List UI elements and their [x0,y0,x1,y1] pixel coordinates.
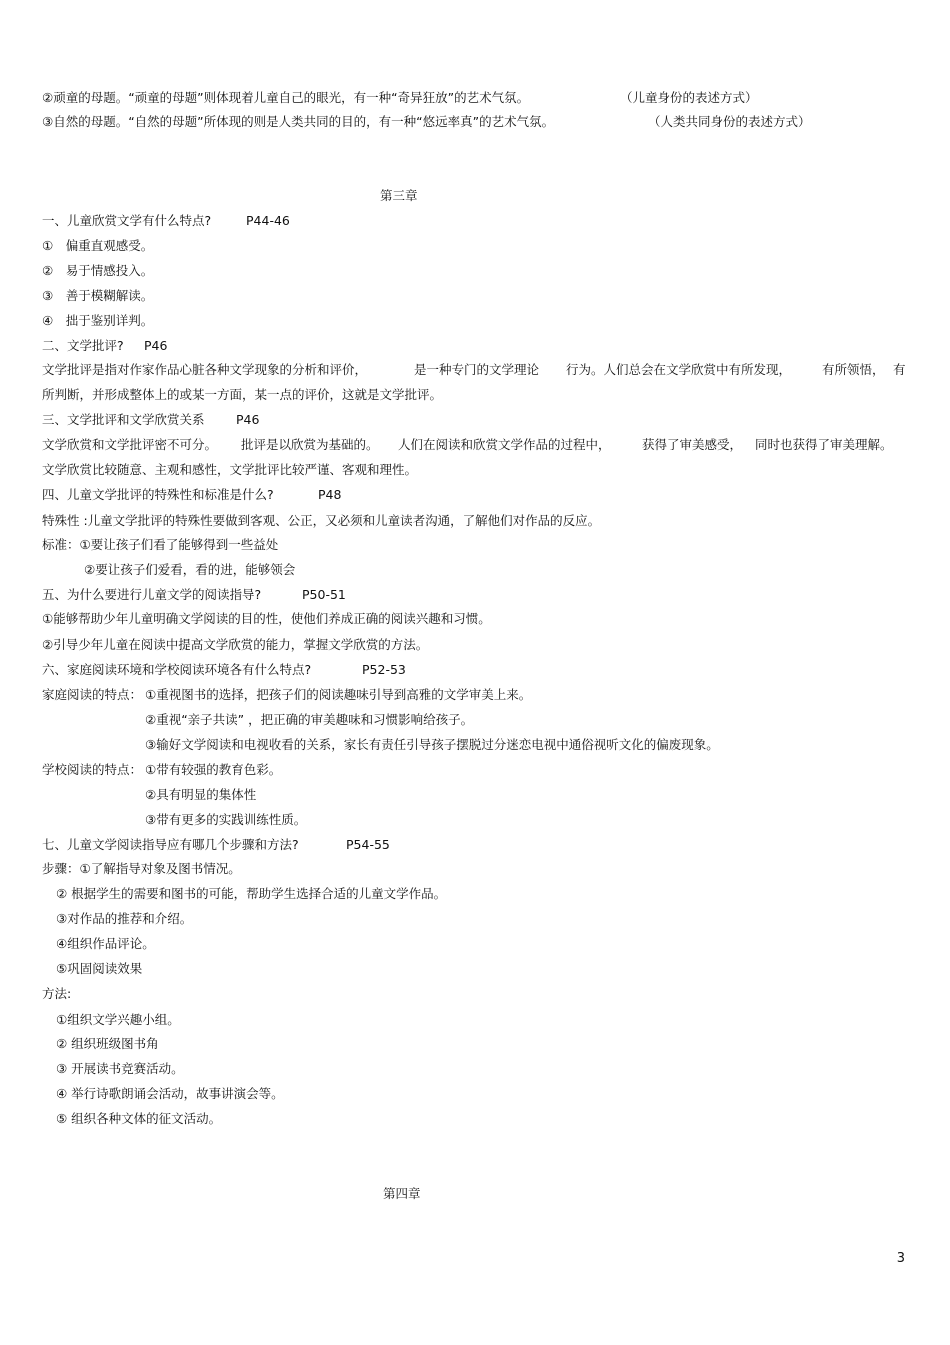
q7-step: ⑤巩固阅读效果 [56,961,143,976]
q7-page: P54-55 [346,837,390,852]
intro-line-2-note: （人类共同身份的表述方式） [648,114,811,129]
q3-para-1c: 人们在阅读和欣赏文学作品的过程中， [398,437,611,452]
intro-line-1: ②顽童的母题。“顽童的母题”则体现着儿童自己的眼光，有一种“奇异狂放”的艺术气氛。 [42,90,530,105]
q1-item: ③ 善于模糊解读。 [42,288,154,303]
q7-method: ④ 举行诗歌朗诵会活动，故事讲演会等。 [56,1086,284,1101]
intro-line-2: ③自然的母题。“自然的母题”所体现的则是人类共同的目的，有一种“悠远率真”的艺术气氛。 [42,114,555,129]
q2-para-1c: 行为。人们总会在文学欣赏中有所发现， [566,362,792,377]
q7-step: ④组织作品评论。 [56,936,155,951]
q6-home-item: ①重视图书的选择，把孩子们的阅读趣味引导到高雅的文学审美上来。 [145,687,532,702]
q7-steps-label: 步骤：①了解指导对象及图书情况。 [42,861,241,876]
q3-para-1a: 文学欣赏和文学批评密不可分。 [42,437,218,452]
q7-method: ③ 开展读书竞赛活动。 [56,1061,184,1076]
q6-school-item: ③带有更多的实践训练性质。 [145,812,307,827]
q5-title: 五、为什么要进行儿童文学的阅读指导? [42,587,262,602]
q6-title: 六、家庭阅读环境和学校阅读环境各有什么特点? [42,662,312,677]
q5-page: P50-51 [302,587,346,602]
q6-home-item: ③输好文学阅读和电视收看的关系，家长有责任引导孩子摆脱过分迷恋电视中通俗视听文化的偏废现象。 [145,737,719,752]
q4-standard-2: ②要让孩子们爱看，看的进，能够领会 [84,562,296,577]
q3-para-1e: 同时也获得了审美理解。 [755,437,893,452]
q3-para-1b: 批评是以欣赏为基础的。 [241,437,379,452]
q5-item: ①能够帮助少年儿童明确文学阅读的目的性，使他们养成正确的阅读兴趣和习惯。 [42,611,491,626]
q2-para-2: 所判断，并形成整体上的或某一方面，某一点的评价，这就是文学批评。 [42,387,443,402]
q7-method: ② 组织班级图书角 [56,1036,159,1051]
q1-item: ① 偏重直观感受。 [42,238,154,253]
q4-page: P48 [318,487,342,502]
q6-home-label: 家庭阅读的特点： [42,687,143,702]
q7-title: 七、儿童文学阅读指导应有哪几个步骤和方法? [42,837,299,852]
q2-para-1e: 有 [893,362,906,377]
q4-standard-1: 标准：①要让孩子们看了能够得到一些益处 [42,537,279,552]
q6-school-item: ①带有较强的教育色彩。 [145,762,282,777]
q7-method: ①组织文学兴趣小组。 [56,1012,180,1027]
q6-school-item: ②具有明显的集体性 [145,787,257,802]
q7-step: ② 根据学生的需要和图书的可能，帮助学生选择合适的儿童文学作品。 [56,886,447,901]
q1-item: ④ 拙于鉴别详判。 [42,313,154,328]
chapter-4-heading: 第四章 [383,1186,421,1201]
q5-item: ②引导少年儿童在阅读中提高文学欣赏的能力，掌握文学欣赏的方法。 [42,637,429,652]
q3-para-2: 文学欣赏比较随意、主观和感性，文学批评比较严谨、客观和理性。 [42,462,418,477]
chapter-3-heading: 第三章 [380,188,418,203]
page-number: 3 [896,1251,905,1266]
intro-line-1-note: （儿童身份的表述方式） [620,90,758,105]
q7-step: ③对作品的推荐和介绍。 [56,911,193,926]
q6-page: P52-53 [362,662,406,677]
q1-page: P44-46 [246,213,290,228]
q2-page: P46 [144,338,168,353]
q7-method: ⑤ 组织各种文体的征文活动。 [56,1111,222,1126]
q1-title: 一、儿童欣赏文学有什么特点? [42,213,212,228]
q3-title: 三、文学批评和文学欣赏关系 [42,412,205,427]
q2-title: 二、文学批评? [42,338,124,353]
q3-para-1d: 获得了审美感受， [642,437,743,452]
q4-specialty: 特殊性 :儿童文学批评的特殊性要做到客观、公正，又必须和儿童读者沟通，了解他们对作品的反应。 [42,513,601,528]
q1-item: ② 易于情感投入。 [42,263,154,278]
q3-page: P46 [236,412,260,427]
q6-school-label: 学校阅读的特点： [42,762,143,777]
q4-title: 四、儿童文学批评的特殊性和标准是什么? [42,487,274,502]
q7-methods-label: 方法: [42,986,72,1001]
q2-para-1a: 文学批评是指对作家作品心脏各种文学现象的分析和评价， [42,362,368,377]
q2-para-1b: 是一种专门的文学理论 [414,362,540,377]
q6-home-item: ②重视“亲子共读” ，把正确的审美趣味和习惯影响给孩子。 [145,712,474,727]
q2-para-1d: 有所领悟， [822,362,885,377]
